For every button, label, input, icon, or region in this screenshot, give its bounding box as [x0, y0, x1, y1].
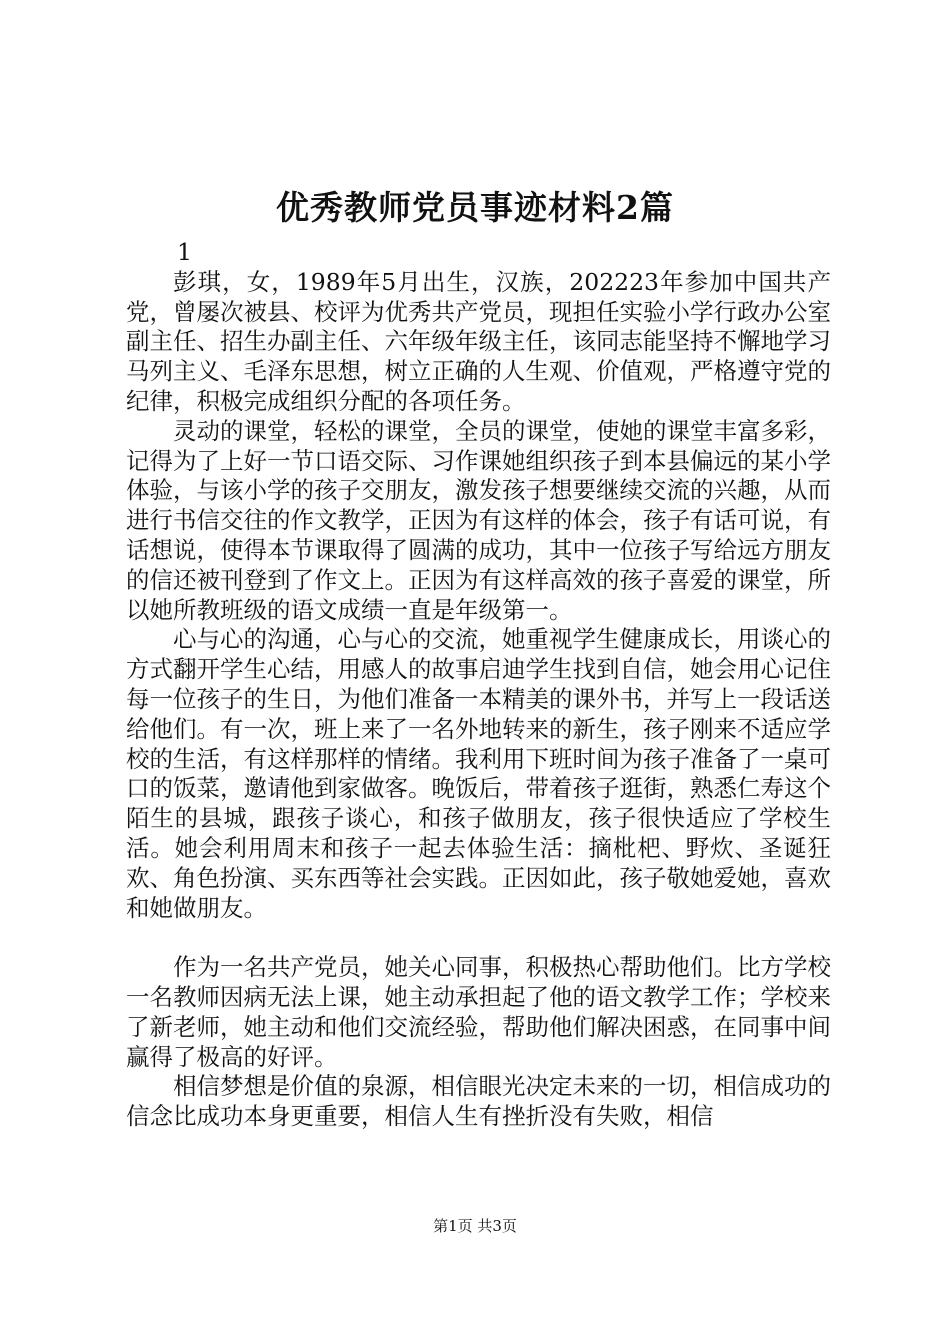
- paragraph-5: 相信梦想是价值的泉源，相信眼光决定未来的一切，相信成功的信念比成功本身更重要，相信人生有挫折没有失败，相信: [126, 1072, 831, 1131]
- paragraph-1: 彭琪，女，1989年5月出生，汉族，202223年参加中国共产党，曾屡次被县、校评为优秀共产党员，现担任实验小学行政办公室副主任、招生办副主任、六年级年级主任，该同志能坚持不懈地学习马列主义、毛泽东思想，树立正确的人生观、价值观，严格遵守党的纪律，积极完成组织分配的各项任务。: [126, 267, 831, 415]
- page-footer: 第1页 共3页: [433, 1217, 517, 1235]
- document-title: 优秀教师党员事迹材料2篇: [276, 188, 674, 227]
- paragraph-2: 灵动的课堂，轻松的课堂，全员的课堂，使她的课堂丰富多彩，记得为了上好一节口语交际、习作课她组织孩子到本县偏远的某小学体验，与该小学的孩子交朋友，激发孩子想要继续交流的兴趣，从而进行书信交往的作文教学，正因为有这样的体会，孩子有话可说，有话想说，使得本节课取得了圆满的成功，其中一位孩子写给远方朋友的信还被刊登到了作文上。正因为有这样高效的孩子喜爱的课堂，所以她所教班级的语文成绩一直是年级第一。: [126, 416, 831, 624]
- paragraph-4: 作为一名共产党员，她关心同事，积极热心帮助他们。比方学校一名教师因病无法上课，她主动承担起了他的语文教学工作；学校来了新老师，她主动和他们交流经验，帮助他们解决困惑，在同事中间赢得了极高的好评。: [126, 953, 831, 1071]
- document-body: [126, 238, 831, 1132]
- section-number: 1: [177, 238, 192, 266]
- paragraph-3: 心与心的沟通，心与心的交流，她重视学生健康成长，用谈心的方式翻开学生心结，用感人的故事启迪学生找到自信，她会用心记住每一位孩子的生日，为他们准备一本精美的课外书，并写上一段话送给他们。有一次，班上来了一名外地转来的新生，孩子刚来不适应学校的生活，有这样那样的情绪。我利用下班时间为孩子准备了一桌可口的饭菜，邀请他到家做客。晚饭后，带着孩子逛街，熟悉仁寿这个陌生的县城，跟孩子谈心，和孩子做朋友，孩子很快适应了学校生活。她会利用周末和孩子一起去体验生活：摘枇杷、野炊、圣诞狂欢、角色扮演、买东西等社会实践。正因如此，孩子敬她爱她，喜欢和她做朋友。: [126, 625, 831, 922]
